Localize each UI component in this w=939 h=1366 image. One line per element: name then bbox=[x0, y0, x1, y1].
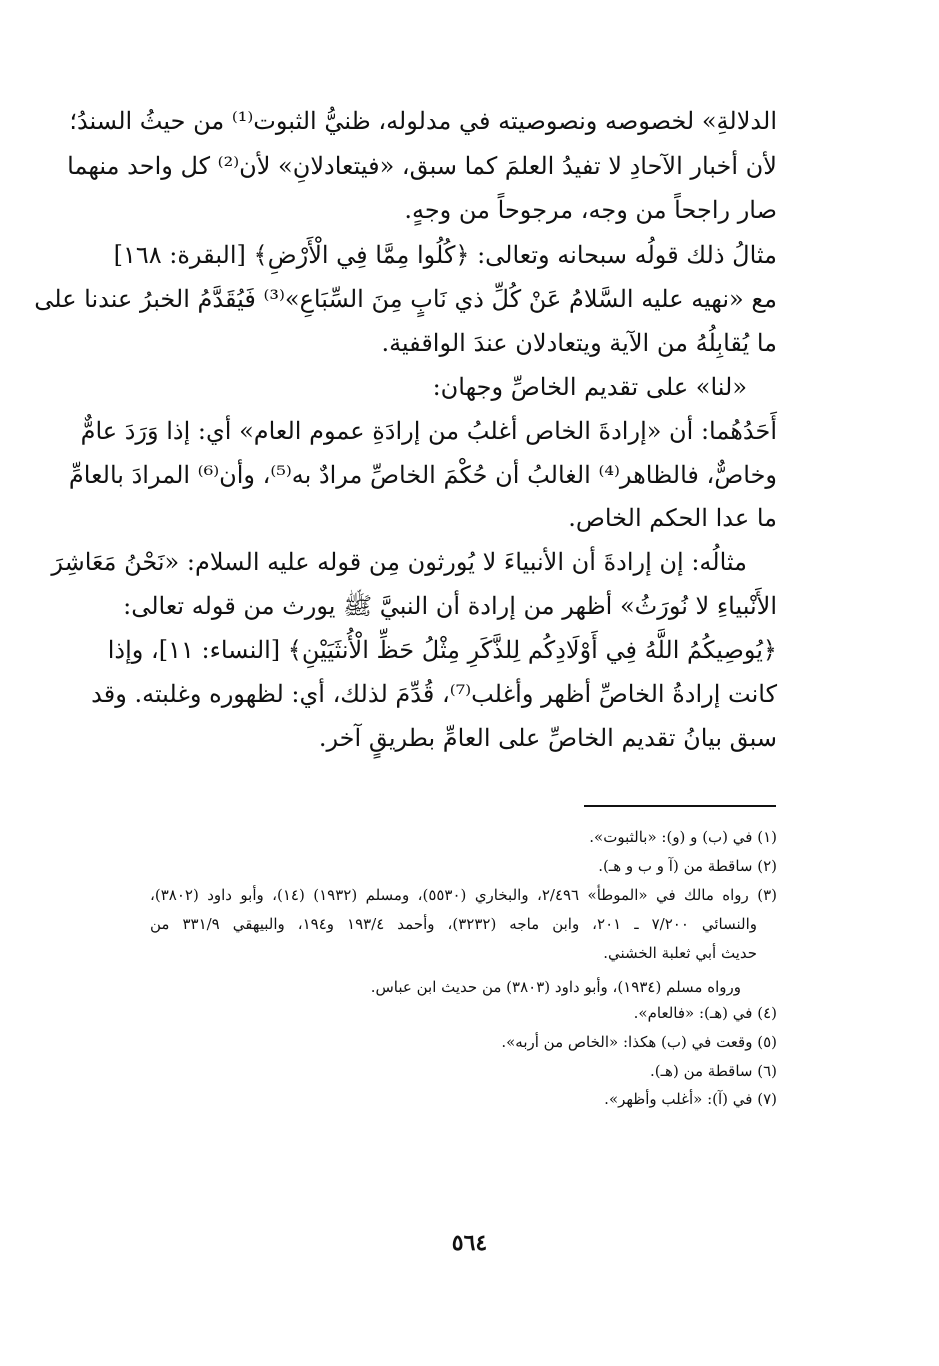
text-line: كانت إرادةُ الخاصِّ أظهر وأغلب⁽⁷⁾، قُدِّمَ لذلك، أي: لظهوره وغلبته. وقد bbox=[91, 680, 777, 708]
page-number: ٥٦٤ bbox=[451, 1230, 488, 1256]
footnote: (٢) ساقطة من (آ و ب و هـ). bbox=[598, 857, 777, 875]
text-line: ما يُقابِلُهُ من الآية ويتعادلان عندَ الواقفية. bbox=[381, 329, 777, 357]
text-line: مع «نهيه عليه السَّلامُ عَنْ كُلِّ ذي نَابٍ مِنَ السِّبَاعِ»⁽³⁾ فَيُقَدَّمُ الخبرُ عندنا على bbox=[34, 285, 777, 313]
text-line: لأن أخبار الآحادِ لا تفيدُ العلمَ كما سبق، «فيتعادلانِ» لأن⁽²⁾ كل واحد منهما bbox=[67, 152, 777, 180]
footnote: حديث أبي ثعلبة الخشني. bbox=[603, 944, 757, 962]
footnote: (٧) في (آ): «أغلب وأظهر». bbox=[604, 1090, 777, 1108]
text-line: أَحَدُهُما: أن «إرادةَ الخاص أغلبُ من إرادَةِ عموم العام» أي: إذا وَرَدَ عامٌّ bbox=[80, 417, 777, 445]
text-line: الدلالةِ» لخصوصه ونصوصيته في مدلوله، ظنيُّ الثبوت⁽¹⁾ من حيثُ السندُ؛ bbox=[69, 107, 777, 135]
text-line: صار راجحاً من وجه، مرجوحاً من وجهٍ. bbox=[404, 196, 777, 224]
footnote: (٦) ساقطة من (هـ). bbox=[650, 1062, 777, 1080]
text-line: سبق بيانُ تقديم الخاصِّ على العامِّ بطريقٍ آخر. bbox=[318, 724, 777, 752]
footnote: (٤) في (هـ): «فالعام». bbox=[633, 1004, 777, 1022]
text-line: مثالُ ذلك قولُه سبحانه وتعالى: ﴿كُلُوا مِمَّا فِي الْأَرْضِ﴾ [البقرة: ١٦٨] bbox=[113, 241, 777, 269]
text-line: «لنا» على تقديم الخاصِّ وجهان: bbox=[432, 373, 747, 401]
footnote: (٥) وقعت في (ب) هكذا: «الخاص من أربه». bbox=[501, 1033, 777, 1051]
footnote: والنسائي ٧/٢٠٠ ـ ٢٠١، وابن ماجه (٣٢٣٢)، وأحمد ١٩٣/٤ و١٩٤، والبيهقي ٣٣١/٩ من bbox=[150, 915, 758, 933]
footnote: ورواه مسلم (١٩٣٤)، وأبو داود (٣٨٠٣) من حديث ابن عباس. bbox=[370, 978, 741, 996]
text-line: وخاصٌّ، فالظاهر⁽⁴⁾ الغالبُ أن حُكْمَ الخاصِّ مرادٌ به⁽⁵⁾، وأن⁽⁶⁾ المرادَ بالعامِّ bbox=[68, 461, 777, 489]
footnote: (١) في (ب) و (و): «بالثبوت». bbox=[589, 828, 777, 846]
text-line: الأَنْبياءِ لا نُورَثُ» أظهر من إرادة أن النبيَّ ﷺ يورث من قوله تعالى: bbox=[123, 592, 777, 620]
text-line: ﴿يُوصِيكُمُ اللَّهُ فِي أَوْلَادِكُم لِلذَّكَرِ مِثْلُ حَظِّ الْأُنثَيَيْنِ﴾ [النساء: ١١]، وإذا bbox=[107, 636, 777, 664]
text-line: مثالُه: إن إرادةَ أن الأنبياءَ لا يُورثون مِن قوله عليه السلام: «نَحْنُ مَعَاشِرَ bbox=[51, 548, 747, 576]
footnote-separator bbox=[584, 805, 776, 807]
text-line: ما عدا الحكم الخاص. bbox=[568, 504, 777, 532]
footnote: (٣) رواه مالك في «الموطأ» ٢/٤٩٦، والبخاري (٥٥٣٠)، ومسلم (١٩٣٢) (١٤)، وأبو داود (٣٨٠٢)، bbox=[150, 886, 777, 904]
